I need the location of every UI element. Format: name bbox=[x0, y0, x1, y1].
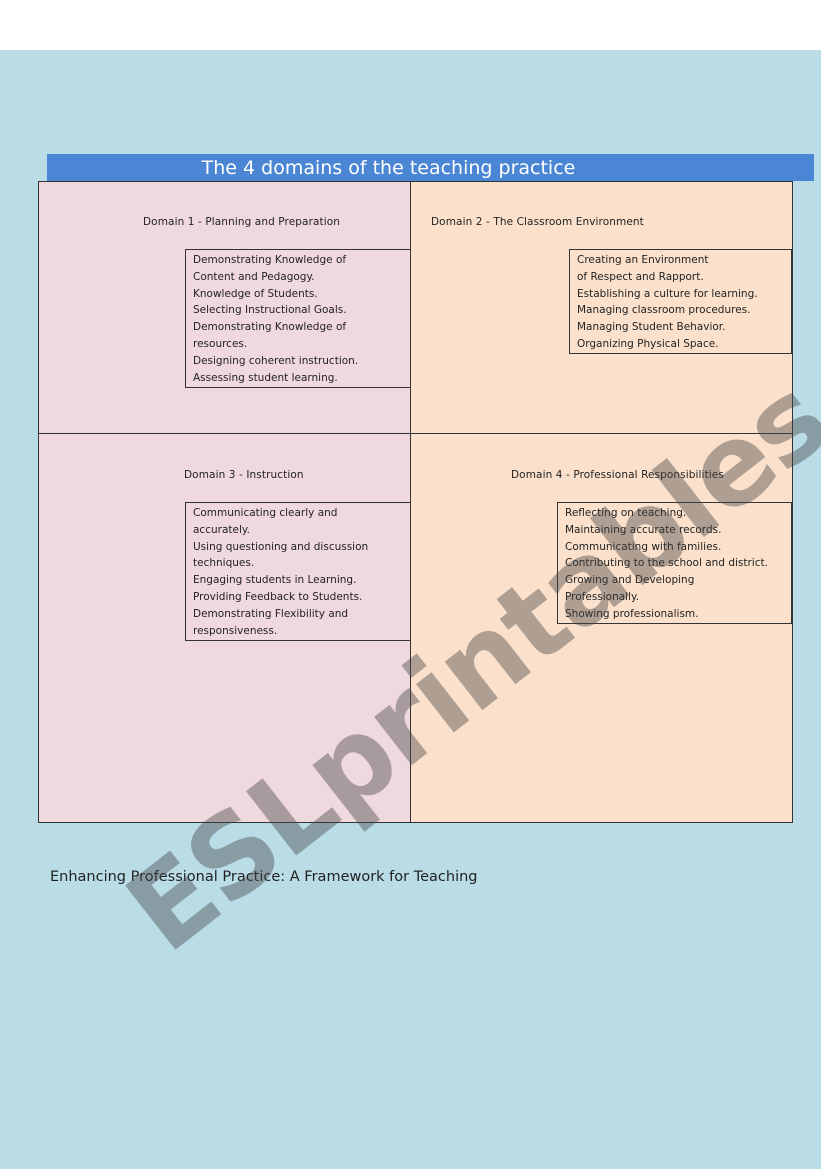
domain-3-component: responsiveness. bbox=[193, 624, 278, 637]
domain-2-heading: Domain 2 - The Classroom Environment bbox=[431, 216, 644, 228]
domain-4-components-box bbox=[557, 502, 792, 624]
page-title: The 4 domains of the teaching practice bbox=[201, 157, 576, 179]
domain-4-component: Showing professionalism. bbox=[565, 607, 699, 620]
domain-1-component: Content and Pedagogy. bbox=[193, 270, 315, 283]
domain-1-component: Demonstrating Knowledge of bbox=[193, 321, 347, 334]
domain-2-components-box bbox=[569, 249, 792, 354]
domain-1-component: Knowledge of Students. bbox=[193, 287, 318, 300]
domain-4-quadrant bbox=[411, 434, 792, 822]
domain-2-component: of Respect and Rapport. bbox=[577, 270, 704, 283]
domain-4-component: Growing and Developing bbox=[565, 574, 695, 587]
domain-3-components-box bbox=[185, 502, 412, 641]
domain-4-component: Reflecting on teaching. bbox=[565, 507, 687, 519]
domain-3-quadrant bbox=[39, 434, 411, 822]
domain-1-component: Assessing student learning. bbox=[193, 371, 338, 384]
domain-4-component: Communicating with families. bbox=[565, 540, 722, 553]
domain-2-quadrant bbox=[411, 182, 792, 434]
domain-1-components-box bbox=[185, 249, 412, 388]
domain-2-component: Managing classroom procedures. bbox=[577, 304, 751, 317]
domain-2-component: Creating an Environment bbox=[577, 254, 709, 266]
domain-3-component: Providing Feedback to Students. bbox=[193, 590, 363, 603]
domain-3-component: Engaging students in Learning. bbox=[193, 574, 357, 587]
domain-4-component: Maintaining accurate records. bbox=[565, 523, 722, 536]
domain-2-component: Organizing Physical Space. bbox=[577, 337, 719, 350]
domain-1-component: resources. bbox=[193, 337, 248, 350]
domain-3-component: accurately. bbox=[193, 523, 250, 536]
domain-2-component: Managing Student Behavior. bbox=[577, 321, 726, 334]
domain-1-component: Designing coherent instruction. bbox=[193, 354, 359, 367]
domain-4-heading: Domain 4 - Professional Responsibilities bbox=[511, 469, 724, 481]
domain-4-component: Contributing to the school and district. bbox=[565, 557, 768, 570]
domain-1-component: Selecting Instructional Goals. bbox=[193, 304, 347, 317]
domain-3-component: techniques. bbox=[193, 557, 255, 570]
domain-2-component: Establishing a culture for learning. bbox=[577, 287, 758, 300]
domain-3-component: Demonstrating Flexibility and bbox=[193, 607, 349, 620]
domains-grid bbox=[38, 181, 793, 823]
domain-3-component: Communicating clearly and bbox=[193, 507, 338, 519]
domain-1-heading: Domain 1 - Planning and Preparation bbox=[143, 216, 341, 228]
domain-1-component: Demonstrating Knowledge of bbox=[193, 254, 347, 266]
footer-caption: Enhancing Professional Practice: A Framework for Teaching bbox=[50, 869, 478, 885]
title-bar bbox=[47, 154, 814, 181]
domain-4-component: Professionally. bbox=[565, 590, 640, 603]
domain-3-component: Using questioning and discussion bbox=[193, 540, 369, 553]
domain-3-heading: Domain 3 - Instruction bbox=[184, 469, 304, 481]
domain-1-quadrant bbox=[39, 182, 411, 434]
